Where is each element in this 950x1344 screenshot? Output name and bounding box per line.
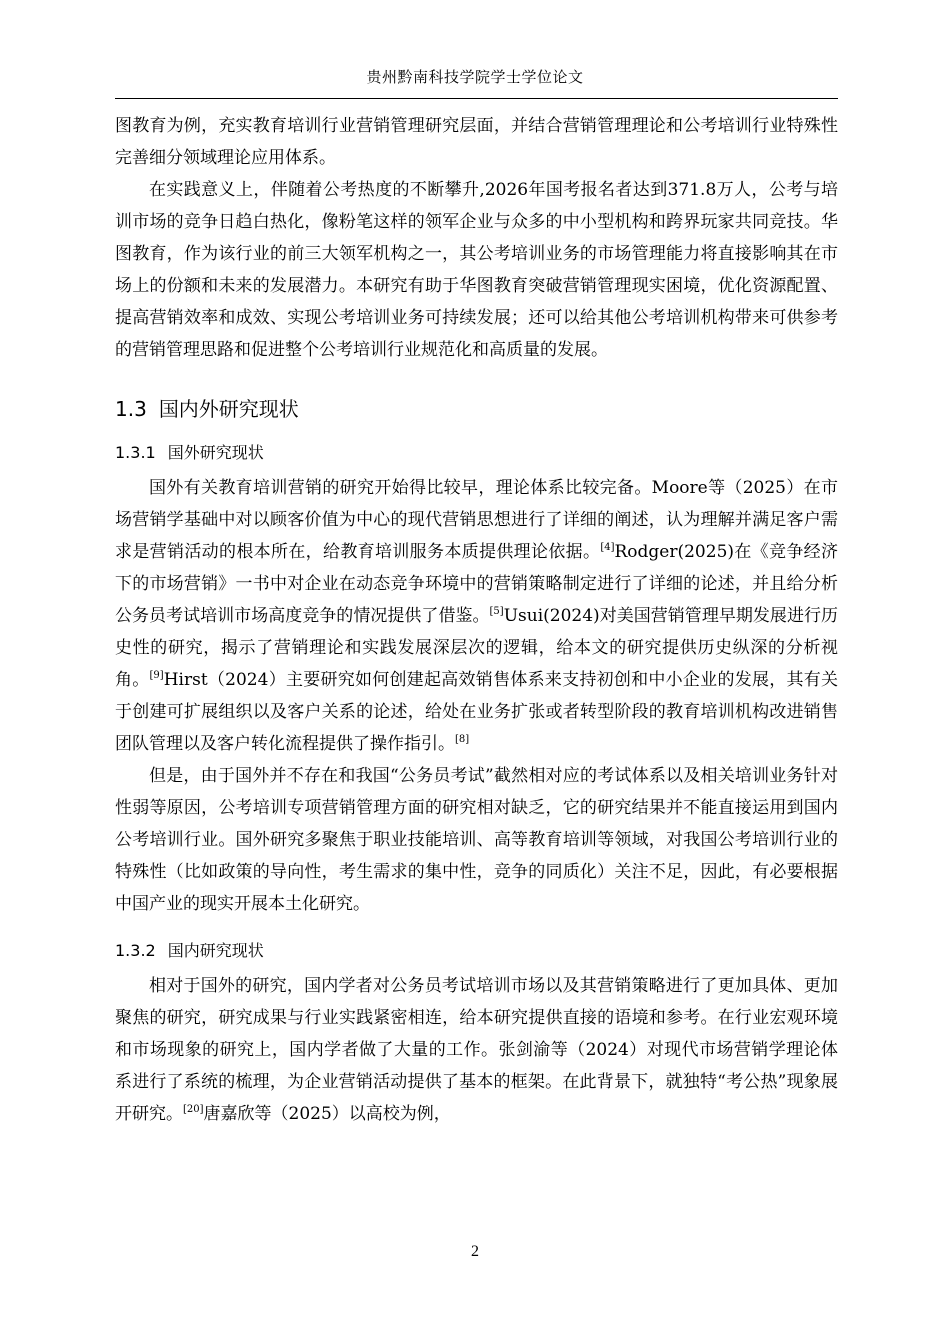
citation-ref: [20]: [183, 1104, 204, 1115]
text-segment: Hirst（2024）主要研究如何创建起高效销售体系来支持初创和中小企业的发展，其有关于创建可扩展组织以及客户关系的论述，给处在业务扩张或者转型阶段的教育培训机构改进销售团队管理以及客户转化流程提供了操作指引。: [115, 670, 838, 754]
paragraph-domestic-research: [115, 970, 838, 1130]
header-rule: [115, 98, 838, 99]
paragraph-practical-significance: 在实践意义上，伴随着公考热度的不断攀升,2026年国考报名者达到371.8万人，公考与培训市场的竞争日趋白热化，像粉笔这样的领军企业与众多的中小型机构和跨界玩家共同竞技。华图教育，作为该行业的前三大领军机构之一，其公考培训业务的市场管理能力将直接影响其在市场上的份额和未来的发展潜力。本研究有助于华图教育突破营销管理现实困境，优化资源配置、提高营销效率和成效、实现公考培训业务可持续发展；还可以给其他公考培训机构带来可供参考的营销管理思路和促进整个公考培训行业规范化和高质量的发展。: [115, 180, 838, 360]
section-title: 国内外研究现状: [158, 397, 299, 421]
text-segment: 相对于国外的研究，国内学者对公务员考试培训市场以及其营销策略进行了更加具体、更加聚焦的研究，研究成果与行业实践紧密相连，给本研究提供直接的语境和参考。在行业宏观环境和市场现象的研究上，国内学者做了大量的工作。张剑渝等（2024）对现代市场营销学理论体系进行了系统的梳理，为企业营销活动提供了基本的框架。在此背景下，就独特“考公热”现象展开研究。: [115, 976, 838, 1124]
subsection-number: 1.3.1: [115, 443, 156, 462]
page-number: 2: [471, 1243, 479, 1260]
citation-ref: [5]: [489, 606, 504, 617]
subsection-heading-1-3-1: [115, 440, 838, 466]
subsection-title: 国外研究现状: [167, 443, 264, 462]
citation-ref: [4]: [600, 542, 615, 553]
paragraph-continuation: 图教育为例，充实教育培训行业营销管理研究层面，并结合营销管理理论和公考培训行业特殊性完善细分领域理论应用体系。: [115, 116, 838, 168]
subsection-number: 1.3.2: [115, 941, 156, 960]
text-segment: Usui(2024)对美国营销管理早期发展进行历史性的研究，揭示了营销理论和实践发展深层次的逻辑，给本文的研究提供历史纵深的分析视角。: [115, 606, 839, 690]
paragraph-foreign-research: [115, 472, 838, 760]
text-segment: Rodger(2025)在《竞争经济下的市场营销》一书中对企业在动态竞争环境中的营销策略制定进行了详细的论述，并且给分析公务员考试培训市场高度竞争的情况提供了借鉴。: [115, 542, 839, 626]
running-header: 贵州黔南科技学院学士学位论文: [366, 68, 584, 86]
text-segment: 唐嘉欣等（2025）以高校为例，: [203, 1104, 451, 1124]
text-segment: 国外有关教育培训营销的研究开始得比较早，理论体系比较完备。Moore等（2025）在市场营销学基础中对以顾客价值为中心的现代营销思想进行了详细的阐述，认为理解并满足客户需求是营销活动的根本所在，给教育培训服务本质提供理论依据。: [115, 478, 838, 562]
subsection-heading-1-3-2: [115, 938, 838, 964]
body-text: [115, 110, 838, 1130]
citation-ref: [8]: [455, 734, 470, 745]
citation-ref: [9]: [149, 670, 164, 681]
section-number: 1.3: [115, 397, 147, 421]
section-heading-1-3: [115, 394, 838, 424]
subsection-title: 国内研究现状: [167, 941, 264, 960]
paragraph-foreign-research-limits: 但是，由于国外并不存在和我国“公务员考试”截然相对应的考试体系以及相关培训业务针对性弱等原因，公考培训专项营销管理方面的研究相对缺乏，它的研究结果并不能直接运用到国内公考培训行业。国外研究多聚焦于职业技能培训、高等教育培训等领域，对我国公考培训行业的特殊性（比如政策的导向性，考生需求的集中性，竞争的同质化）关注不足，因此，有必要根据中国产业的现实开展本土化研究。: [115, 766, 838, 914]
